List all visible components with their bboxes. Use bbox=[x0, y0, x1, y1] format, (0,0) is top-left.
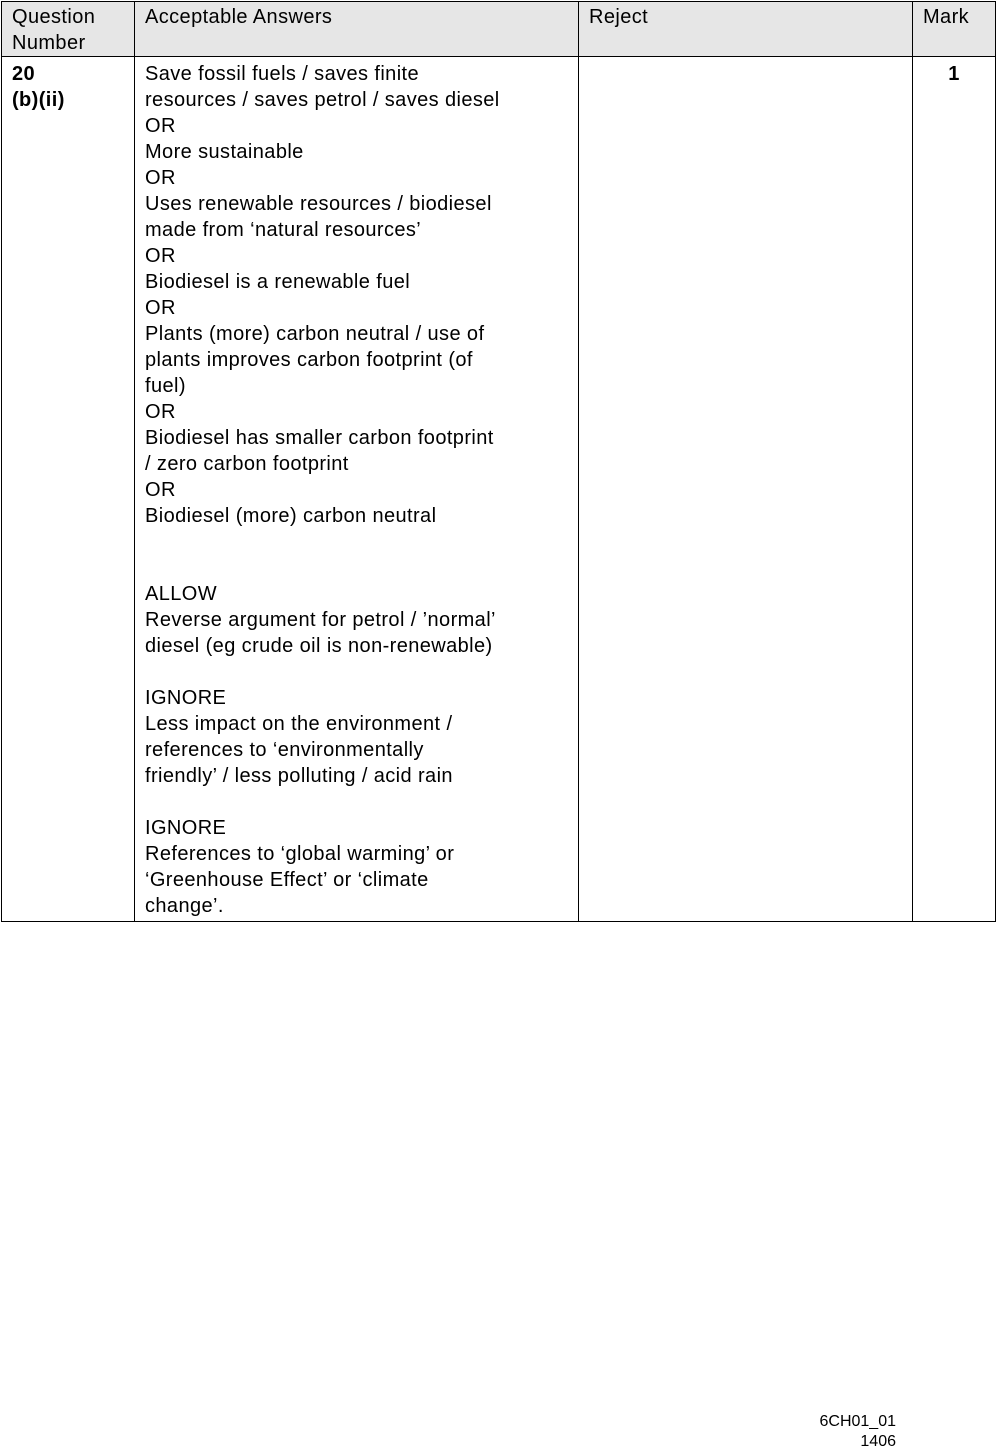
answer-line: Plants (more) carbon neutral / use of bbox=[145, 323, 485, 345]
acceptable-answers-cell bbox=[135, 57, 579, 922]
ignore-list-1 bbox=[145, 711, 568, 789]
mark-value: 1 bbox=[948, 63, 960, 85]
page-footer bbox=[820, 1412, 897, 1452]
header-acceptable-answers: Acceptable Answers bbox=[135, 2, 579, 57]
allow-line: Reverse argument for petrol / ’normal’ bbox=[145, 609, 496, 631]
table-header-row bbox=[2, 2, 996, 57]
answer-line: OR bbox=[145, 297, 176, 319]
answer-line: Uses renewable resources / biodiesel bbox=[145, 193, 492, 215]
header-reject: Reject bbox=[579, 2, 913, 57]
ignore-line: friendly’ / less polluting / acid rain bbox=[145, 765, 453, 787]
ignore-line: References to ‘global warming’ or bbox=[145, 843, 455, 865]
answer-line: More sustainable bbox=[145, 141, 304, 163]
answer-line: OR bbox=[145, 115, 176, 137]
answer-line: Save fossil fuels / saves finite bbox=[145, 63, 420, 85]
ignore-line: Less impact on the environment / bbox=[145, 713, 453, 735]
question-number-cell bbox=[2, 57, 135, 922]
allow-list bbox=[145, 607, 568, 659]
question-number: 20 (b)(ii) bbox=[12, 63, 65, 111]
ignore-list-2 bbox=[145, 841, 568, 919]
allow-line: diesel (eg crude oil is non-renewable) bbox=[145, 635, 493, 657]
answer-line: / zero carbon footprint bbox=[145, 453, 349, 475]
mark-scheme-table bbox=[1, 1, 996, 922]
answer-line: resources / saves petrol / saves diesel bbox=[145, 89, 500, 111]
answer-line: plants improves carbon footprint (of bbox=[145, 349, 473, 371]
answers-list bbox=[145, 61, 568, 529]
exam-session: 1406 bbox=[860, 1433, 896, 1450]
ignore-line: references to ‘environmentally bbox=[145, 739, 424, 761]
ignore-line: ‘Greenhouse Effect’ or ‘climate bbox=[145, 869, 429, 891]
mark-cell bbox=[913, 57, 996, 922]
acceptable-answers bbox=[135, 57, 578, 919]
answer-line: OR bbox=[145, 401, 176, 423]
answer-line: fuel) bbox=[145, 375, 186, 397]
ignore-heading-1: IGNORE bbox=[145, 687, 227, 709]
answer-line: Biodiesel (more) carbon neutral bbox=[145, 505, 437, 527]
table-row bbox=[2, 57, 996, 922]
answer-line: OR bbox=[145, 245, 176, 267]
allow-heading: ALLOW bbox=[145, 583, 218, 605]
header-question-number: Question Number bbox=[2, 2, 135, 57]
answer-line: made from ‘natural resources’ bbox=[145, 219, 422, 241]
answer-line: OR bbox=[145, 167, 176, 189]
answer-line: OR bbox=[145, 479, 176, 501]
answer-line: Biodiesel is a renewable fuel bbox=[145, 271, 411, 293]
ignore-line: change’. bbox=[145, 895, 224, 917]
reject-cell bbox=[579, 57, 913, 922]
header-mark: Mark bbox=[913, 2, 996, 57]
ignore-heading-2: IGNORE bbox=[145, 817, 227, 839]
paper-code: 6CH01_01 bbox=[819, 1413, 896, 1430]
answer-line: Biodiesel has smaller carbon footprint bbox=[145, 427, 494, 449]
